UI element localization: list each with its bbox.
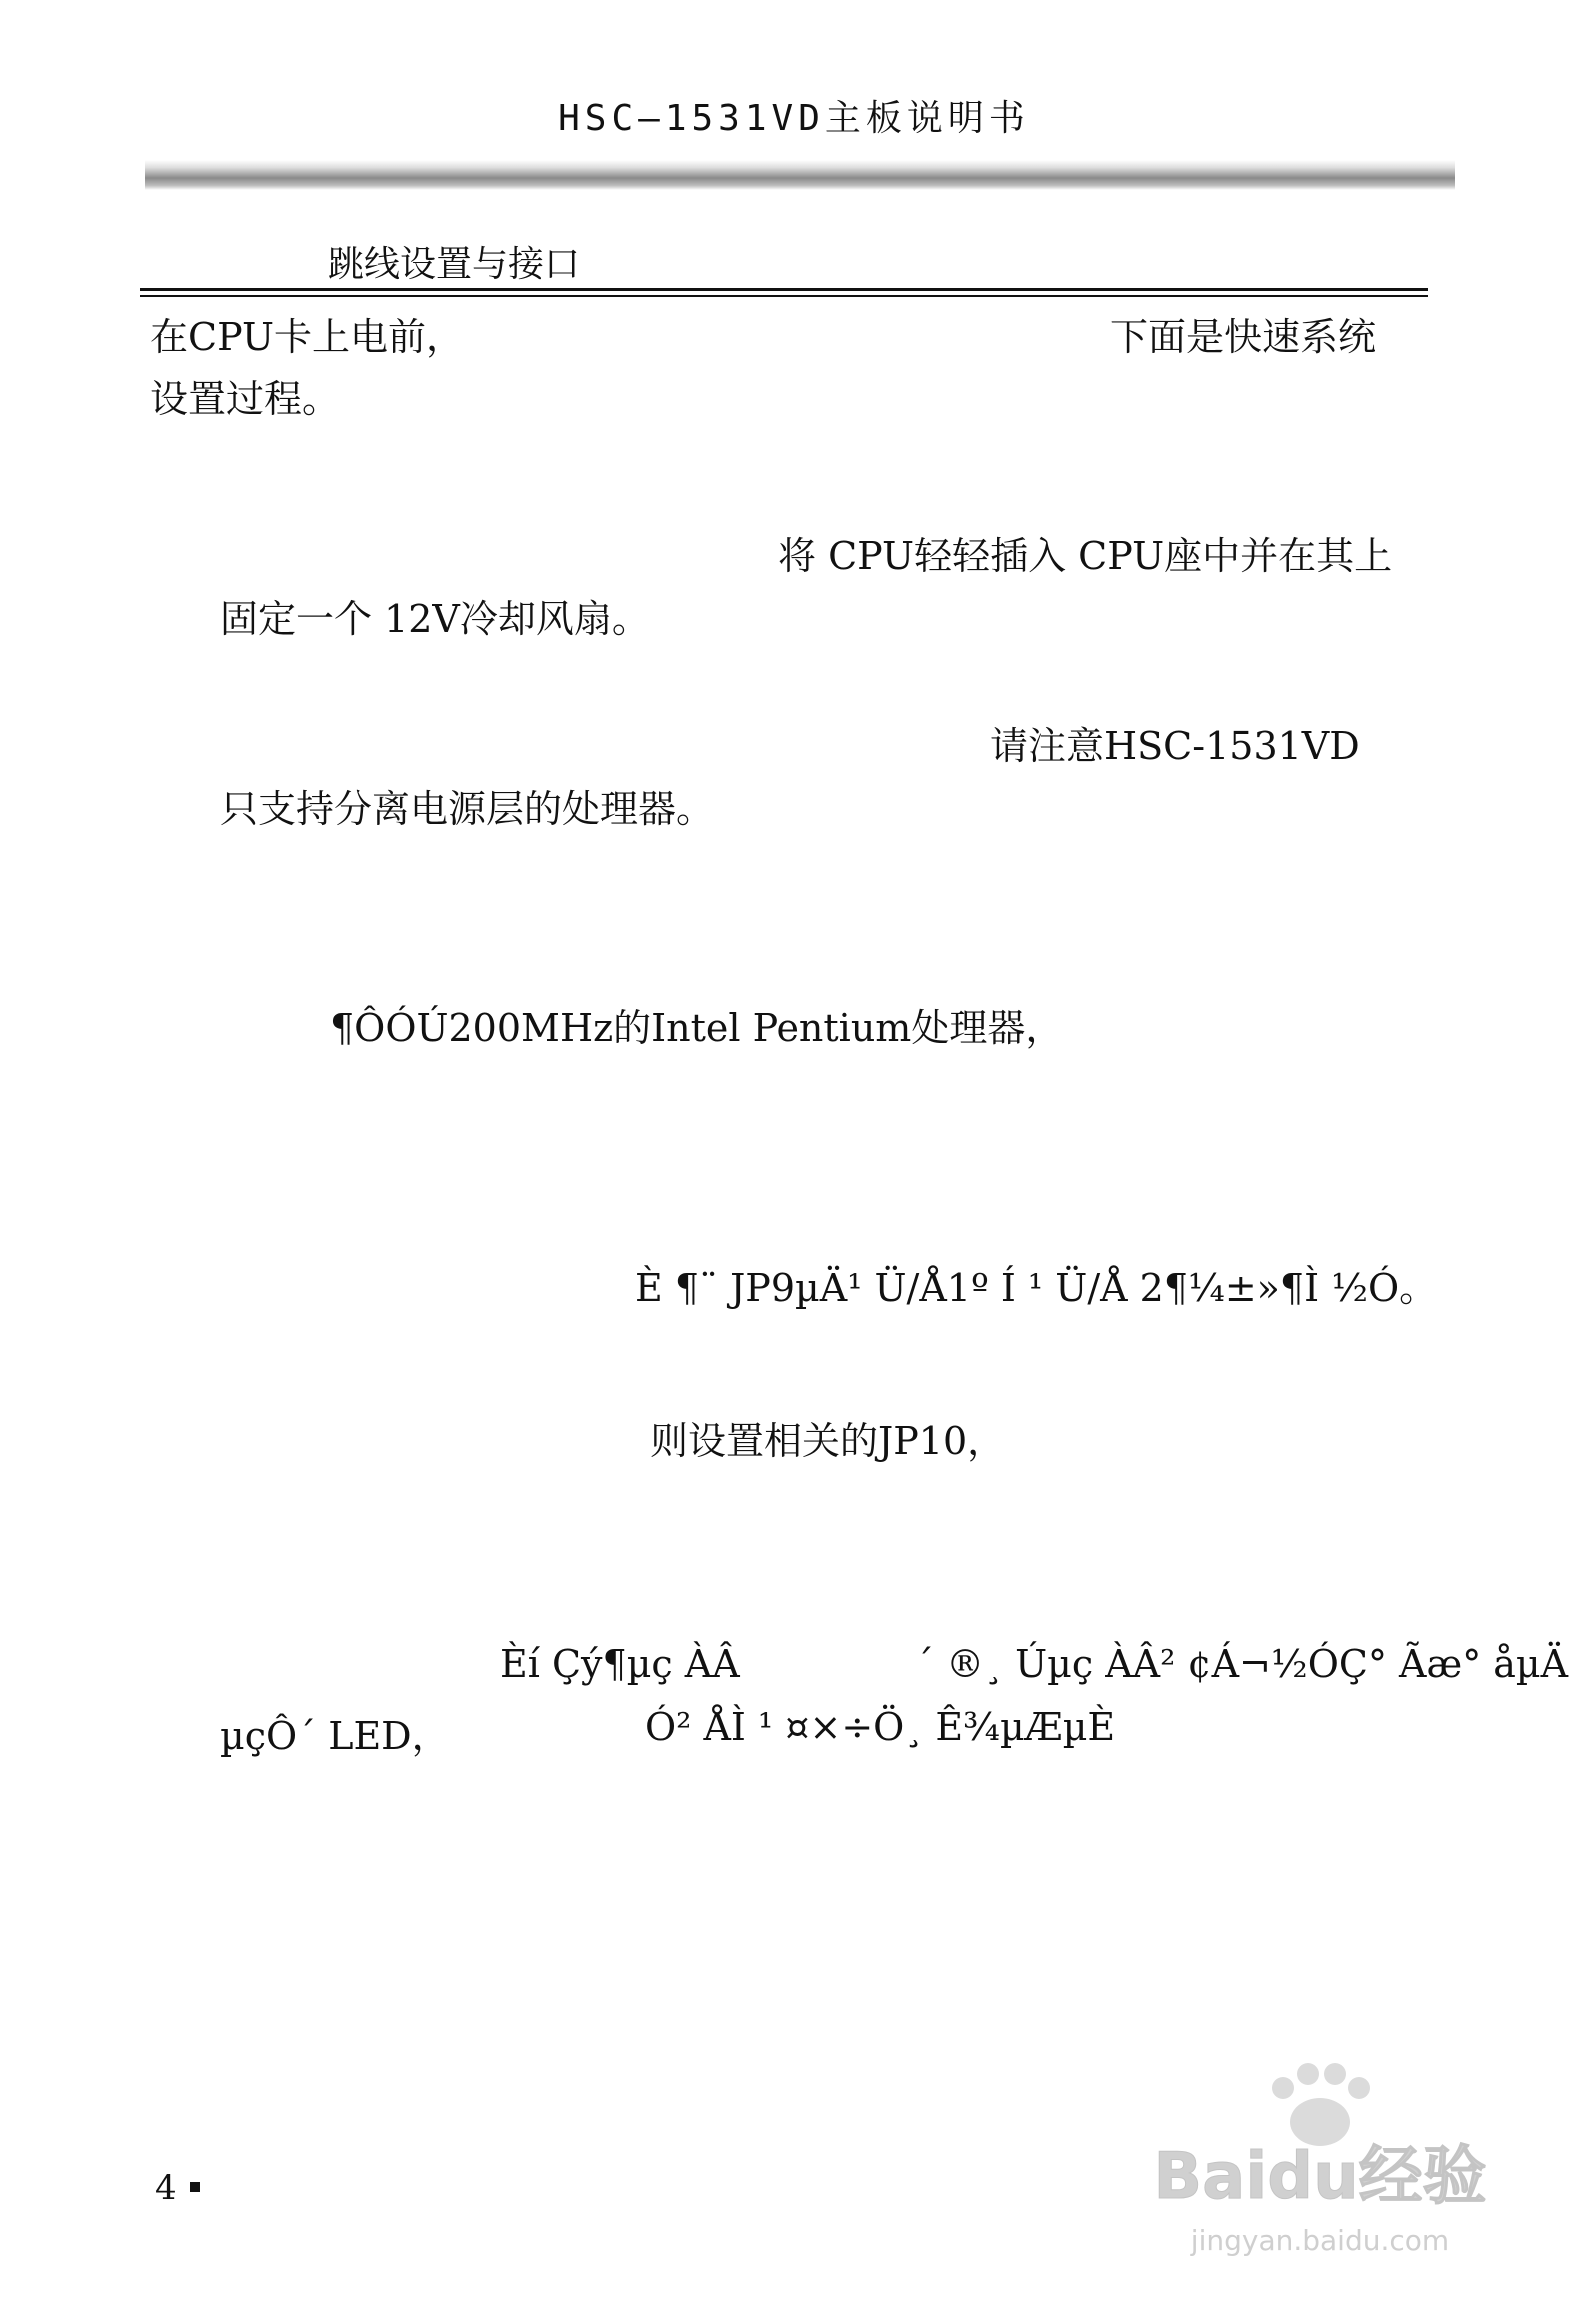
body-text-line: 下面是快速系统	[1110, 315, 1377, 359]
body-text-line: 则设置相关的JP10，	[650, 1419, 1006, 1463]
paw-icon	[1272, 2063, 1370, 2146]
watermark-brand: Baidu经验	[1153, 2140, 1487, 2214]
body-text-line: È ¶¨ JP9µÄ¹ Ü/Å1º Í ¹ Ü/Å 2¶¼±»¶Ì ½Ó。	[635, 1266, 1438, 1310]
header-decorative-bar	[145, 160, 1455, 190]
baidu-watermark-logo	[1135, 2060, 1505, 2270]
body-text-line: 将 CPU轻轻插入 CPU座中并在其上	[778, 534, 1393, 578]
section-title: 跳线设置与接口	[328, 244, 581, 285]
body-text-line: Ó² ÅÌ ¹ ¤×÷Ö¸ Ê¾µÆµÈ	[645, 1705, 1116, 1749]
body-text-line: ¶ÔÓÚ200MHz的Intel Pentium处理器，	[330, 1006, 1064, 1050]
body-text-line: ´ ®¸ Úµç ÀÂ² ¢Á¬½ÓÇ° Ãæ° åµÄ	[915, 1642, 1569, 1686]
body-text-line: µçÔ´ LED，	[220, 1714, 450, 1758]
body-text-line: 只支持分离电源层的处理器。	[220, 787, 715, 831]
page-number-marker	[190, 2182, 200, 2192]
watermark-url: jingyan.baidu.com	[1190, 2224, 1450, 2257]
page-number: 4	[155, 2168, 177, 2208]
body-text-line: 设置过程。	[150, 377, 341, 421]
body-text-line: 固定一个 12V冷却风扇。	[220, 597, 650, 641]
body-text-line: 在CPU卡上电前，	[150, 315, 465, 359]
body-text-line: 请注意HSC-1531VD	[990, 724, 1360, 768]
section-rule-bottom	[140, 295, 1428, 297]
header-title: HSC—1531VD主板说明书	[558, 98, 1030, 139]
body-text-line: Èí Çý¶µç ÀÂ	[500, 1642, 740, 1686]
section-rule-top	[140, 288, 1428, 291]
